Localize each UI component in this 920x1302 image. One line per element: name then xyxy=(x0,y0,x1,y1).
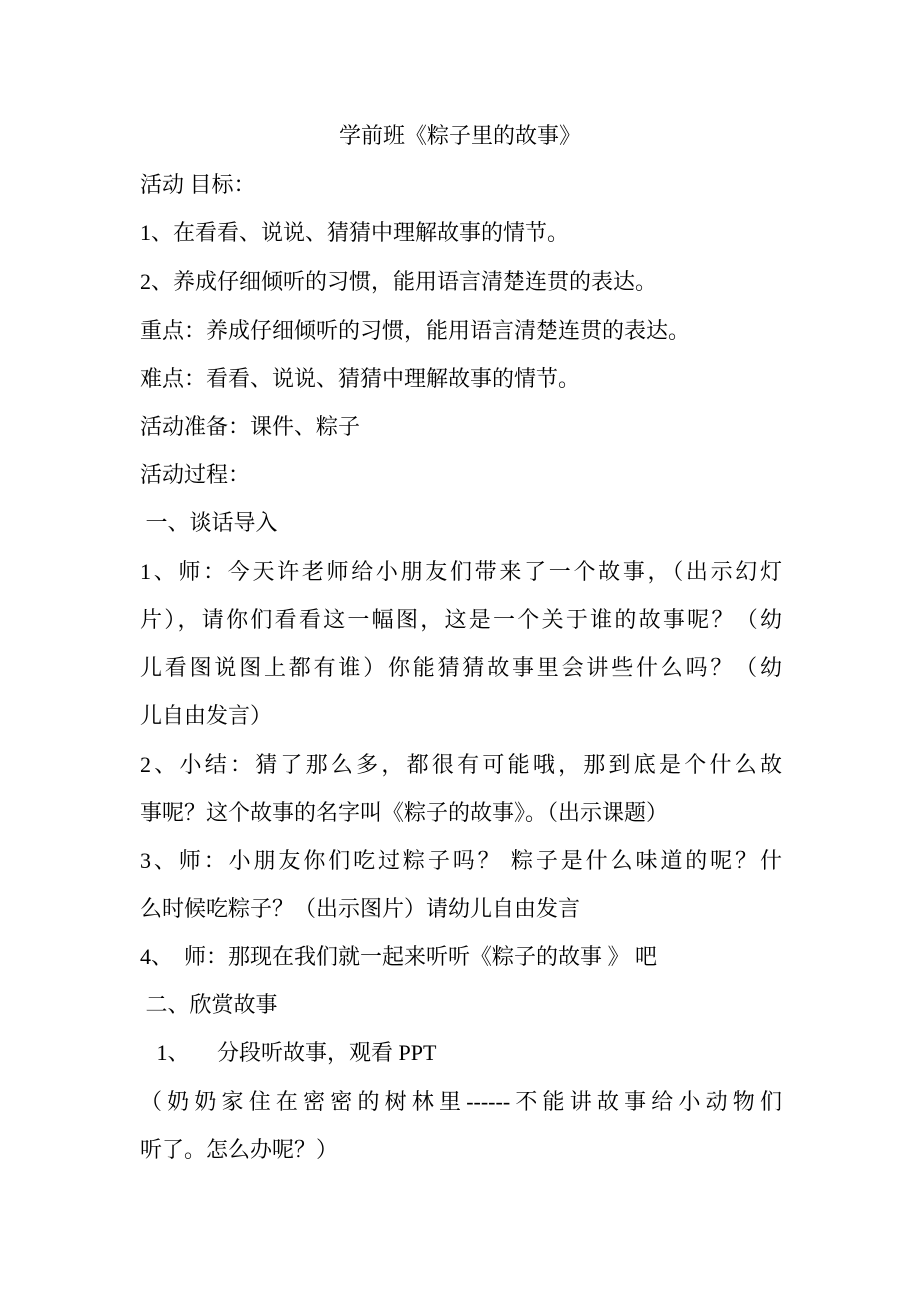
goals-heading: 活动 目标： xyxy=(140,172,256,197)
section-1-heading: 一、谈话导入 xyxy=(140,510,278,535)
goal-1: 1、在看看、说说、猜猜中理解故事的情节。 xyxy=(140,220,570,245)
step-1-line: 儿看图说图上都有谁）你能猜猜故事里会讲些什么吗？（幼 xyxy=(140,655,782,680)
page-title: 学前班《粽子里的故事》 xyxy=(338,123,581,148)
step-1-line: 1、师：今天许老师给小朋友们带来了一个故事，（出示幻灯 xyxy=(140,559,782,584)
key-point: 重点：养成仔细倾听的习惯，能用语言清楚连贯的表达。 xyxy=(140,318,691,343)
step-2-line: 事呢？这个故事的名字叫《粽子的故事》。（出示课题） xyxy=(140,800,669,825)
step-3-line: 3、师：小朋友你们吃过粽子吗？ 粽子是什么味道的呢？什 xyxy=(140,848,782,873)
story-line: （奶奶家住在密密的树林里------不能讲故事给小动物们 xyxy=(140,1089,782,1114)
story-line: 听了。怎么办呢？） xyxy=(140,1137,339,1162)
process-heading: 活动过程： xyxy=(140,462,251,487)
difficulty: 难点：看看、说说、猜猜中理解故事的情节。 xyxy=(140,366,581,391)
step-4: 4、 师：那现在我们就一起来听听《粽子的故事 》 吧 xyxy=(140,944,658,969)
step-1-line: 儿自由发言） xyxy=(140,703,273,728)
step-2-line: 2、小结：猜了那么多，都很有可能哦，那到底是个什么故 xyxy=(140,752,782,777)
preparation: 活动准备：课件、粽子 xyxy=(140,414,361,439)
section-2-heading: 二、欣赏故事 xyxy=(140,992,278,1017)
goal-2: 2、养成仔细倾听的习惯，能用语言清楚连贯的表达。 xyxy=(140,269,658,294)
step-1-line: 片），请你们看看这一幅图，这是一个关于谁的故事呢？（幼 xyxy=(140,607,782,632)
sub-step-1: 1、 分段听故事，观看 PPT xyxy=(140,1040,437,1065)
step-3-line: 么时候吃粽子？（出示图片）请幼儿自由发言 xyxy=(140,896,581,921)
